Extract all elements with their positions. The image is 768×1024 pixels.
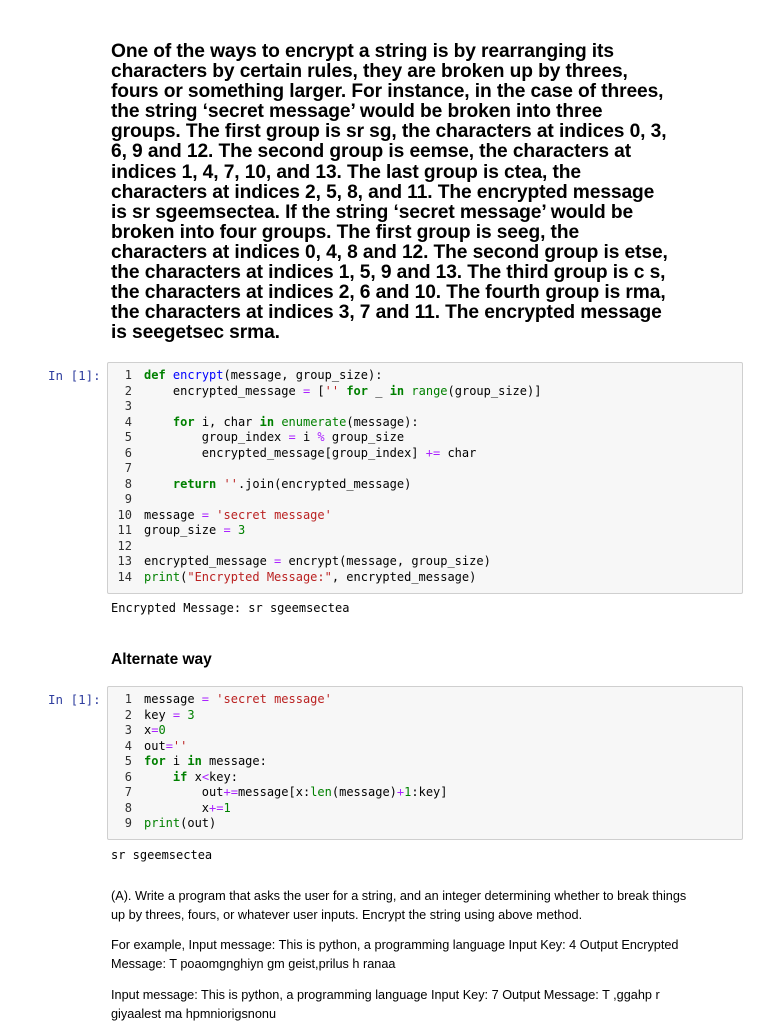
cell-2-prompt: In [1]: bbox=[48, 692, 101, 707]
code-text: message = 'secret message' bbox=[144, 507, 332, 522]
intro-line: the string ‘secret message’ would be broken into three bbox=[111, 101, 603, 123]
code-text: encrypted_message = ['' for _ in range(group_size)] bbox=[144, 383, 542, 398]
code-text: return ''.join(encrypted_message) bbox=[172, 476, 412, 491]
intro-line: characters at indices 0, 4, 8 and 12. The second group is etse, bbox=[111, 241, 668, 263]
code-line[interactable] bbox=[108, 785, 448, 801]
code-text: x=0 bbox=[144, 723, 166, 737]
line-number: 7 bbox=[124, 461, 132, 475]
problem-statement bbox=[111, 42, 741, 343]
intro-line: characters at indices 2, 5, 8, and 11. The encrypted message bbox=[111, 181, 655, 203]
line-number: 5 bbox=[124, 754, 132, 768]
intro-line: broken into four groups. The first group is seeg, the bbox=[111, 221, 580, 243]
code-line[interactable] bbox=[108, 554, 491, 570]
code-text: print("Encrypted Message:", encrypted_message) bbox=[144, 569, 477, 584]
code-line[interactable] bbox=[108, 692, 332, 708]
line-number: 13 bbox=[117, 554, 132, 568]
code-line[interactable] bbox=[108, 754, 267, 770]
code-line[interactable] bbox=[108, 461, 144, 477]
line-number: 4 bbox=[124, 414, 132, 429]
code-text: x+=1 bbox=[144, 800, 231, 815]
code-line[interactable] bbox=[108, 399, 144, 415]
example-1-line: Message: T poaomgnghiyn gm geist,prilus h ranaa bbox=[111, 956, 396, 971]
line-number: 4 bbox=[124, 738, 132, 753]
intro-line: groups. The first group is sr sg, the characters at indices 0, 3, bbox=[111, 121, 667, 143]
code-line[interactable] bbox=[108, 430, 404, 446]
line-number: 8 bbox=[124, 476, 132, 491]
intro-line: One of the ways to encrypt a string is by rearranging its bbox=[111, 41, 614, 62]
code-line[interactable] bbox=[108, 708, 195, 724]
code-text: out='' bbox=[144, 738, 188, 753]
code-text: group_size = 3 bbox=[144, 523, 246, 537]
line-number: 8 bbox=[124, 800, 132, 815]
code-line[interactable] bbox=[108, 415, 419, 431]
line-number: 1 bbox=[124, 368, 132, 382]
intro-line: is seegetsec srma. bbox=[111, 322, 280, 344]
example-2-line: Input message: This is python, a programming language Input Key: 7 Output Message: T ,ggahp r bbox=[111, 988, 660, 1002]
line-number: 11 bbox=[117, 523, 132, 537]
intro-line: the characters at indices 1, 5, 9 and 13. The third group is c s, bbox=[111, 262, 666, 284]
code-text: def encrypt(message, group_size): bbox=[144, 368, 383, 382]
line-number: 6 bbox=[124, 445, 132, 460]
code-line[interactable] bbox=[108, 723, 166, 739]
line-number: 12 bbox=[117, 538, 132, 553]
alternate-way-heading: Alternate way bbox=[111, 651, 212, 668]
code-text: if x<key: bbox=[172, 769, 238, 784]
intro-line: indices 1, 4, 7, 10, and 13. The last group is ctea, the bbox=[111, 161, 581, 183]
example-1-line: For example, Input message: This is python, a programming language Input Key: 4 Output Encrypted bbox=[111, 938, 679, 952]
code-line[interactable] bbox=[108, 770, 238, 786]
line-number: 10 bbox=[117, 507, 132, 522]
code-line[interactable] bbox=[108, 739, 187, 755]
line-number: 9 bbox=[124, 816, 132, 830]
code-text: message = 'secret message' bbox=[144, 692, 332, 706]
code-line[interactable] bbox=[108, 539, 144, 555]
intro-line: 6, 9 and 12. The second group is eemse, the characters at bbox=[111, 141, 632, 163]
code-line[interactable] bbox=[108, 368, 382, 384]
task-a-text bbox=[111, 887, 741, 924]
line-number: 9 bbox=[124, 492, 132, 506]
line-number: 1 bbox=[124, 692, 132, 706]
code-text: key = 3 bbox=[144, 707, 195, 722]
intro-line: the characters at indices 2, 6 and 10. The fourth group is rma, bbox=[111, 282, 666, 304]
line-number: 3 bbox=[124, 723, 132, 737]
code-line[interactable] bbox=[108, 570, 476, 586]
code-line[interactable] bbox=[108, 492, 144, 508]
intro-line: characters by certain rules, they are broken up by threes, bbox=[111, 61, 628, 83]
example-2-line: giyaalest ma hpmniorigsnonu bbox=[111, 1006, 277, 1021]
code-text: out+=message[x:len(message)+1:key] bbox=[144, 785, 448, 799]
intro-line: the characters at indices 3, 7 and 11. The encrypted message bbox=[111, 302, 662, 324]
cell-1-prompt: In [1]: bbox=[48, 368, 101, 383]
code-cell-1[interactable] bbox=[107, 362, 743, 594]
cell-1-output: Encrypted Message: sr sgeemsectea bbox=[111, 601, 350, 615]
code-line[interactable] bbox=[108, 816, 216, 832]
code-text: print(out) bbox=[144, 816, 217, 830]
line-number: 6 bbox=[124, 769, 132, 784]
code-text: for i, char in enumerate(message): bbox=[172, 414, 419, 429]
code-text: group_index = i % group_size bbox=[144, 430, 405, 444]
example-1-text bbox=[111, 936, 741, 973]
code-line[interactable] bbox=[108, 508, 332, 524]
cell-2-output: sr sgeemsectea bbox=[111, 848, 213, 862]
code-text: for i in message: bbox=[144, 754, 267, 768]
code-line[interactable] bbox=[108, 523, 245, 539]
line-number: 14 bbox=[117, 569, 132, 584]
line-number: 2 bbox=[124, 707, 132, 722]
code-line[interactable] bbox=[108, 384, 541, 400]
line-number: 5 bbox=[124, 430, 132, 444]
code-text: encrypted_message[group_index] += char bbox=[144, 445, 477, 460]
intro-line: fours or something larger. For instance, in the case of threes, bbox=[111, 81, 664, 103]
line-number: 2 bbox=[124, 383, 132, 398]
code-text: encrypted_message = encrypt(message, group_size) bbox=[144, 554, 491, 568]
task-a-line: (A). Write a program that asks the user for a string, and an integer determining whether to break things bbox=[111, 889, 687, 903]
task-a-line: up by threes, fours, or whatever user inputs. Encrypt the string using above method. bbox=[111, 907, 583, 922]
intro-line: is sr sgeemsectea. If the string ‘secret message’ would be bbox=[111, 201, 634, 223]
code-cell-2[interactable] bbox=[107, 686, 743, 840]
code-line[interactable] bbox=[108, 446, 476, 462]
code-line[interactable] bbox=[108, 477, 411, 493]
line-number: 7 bbox=[124, 785, 132, 799]
line-number: 3 bbox=[124, 399, 132, 413]
example-2-text bbox=[111, 986, 741, 1023]
code-line[interactable] bbox=[108, 801, 231, 817]
